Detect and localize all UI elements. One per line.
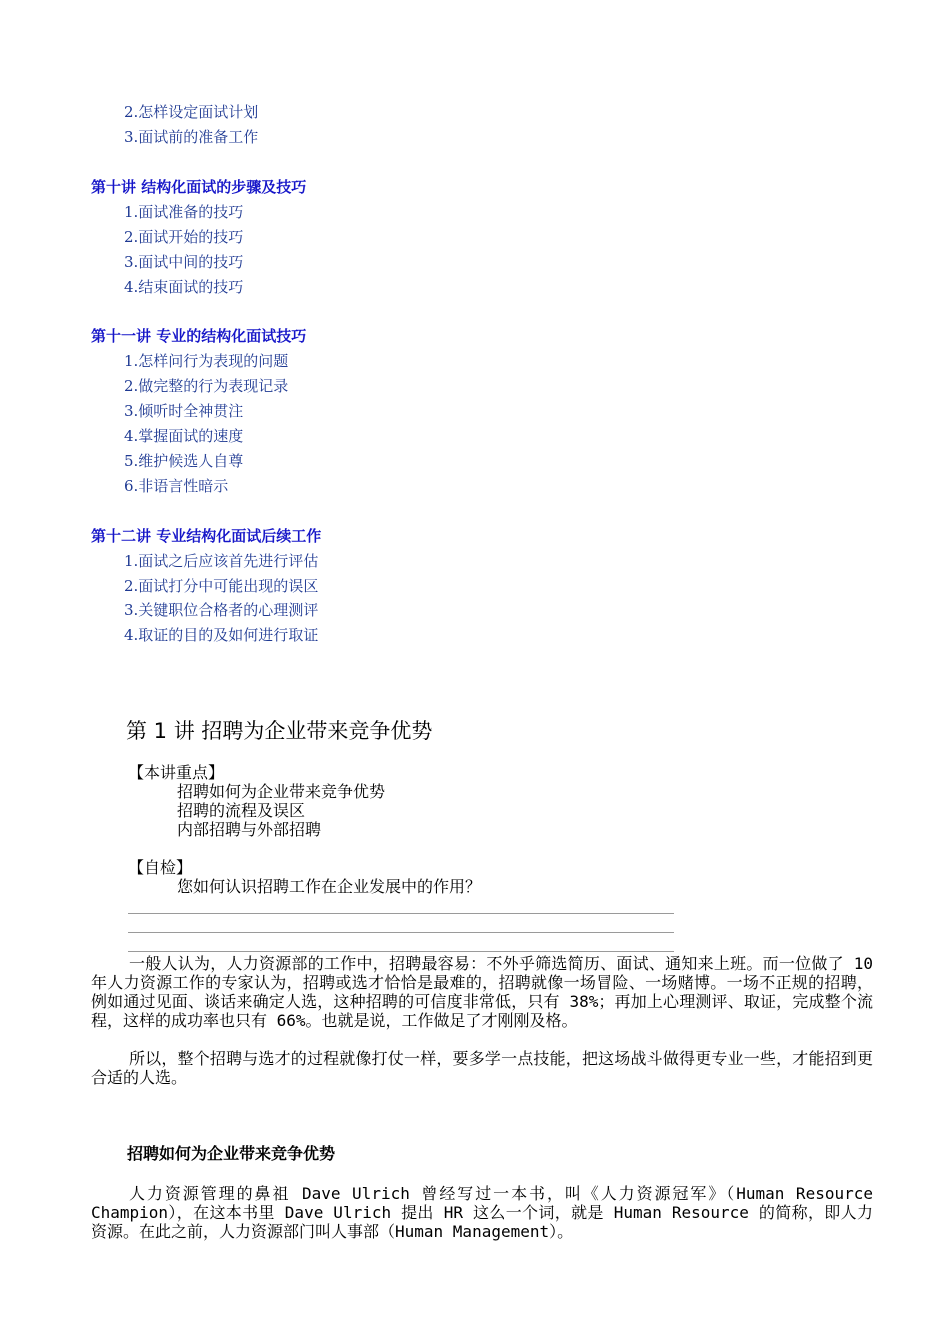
toc-heading-lecture-11: 第十一讲 专业的结构化面试技巧 [91,327,307,345]
toc-item: 4.结束面试的技巧 [124,278,244,296]
answer-line [128,932,674,933]
answer-line [128,913,674,914]
toc-item: 2.面试打分中可能出现的误区 [124,577,319,595]
focus-label: 【本讲重点】 [128,763,225,782]
toc-item: 4.取证的目的及如何进行取证 [124,626,319,644]
toc-item: 4.掌握面试的速度 [124,427,244,445]
body-paragraph: 一般人认为，人力资源部的工作中，招聘最容易：不外乎筛选简历、面试、通知来上班。而一位做了 10 年人力资源工作的专家认为，招聘或选才恰恰是最难的，招聘就像一场冒险、一场赌博。一场不正规的招聘，例如通过见面、谈话来确定人选，这种招聘的可信度非常低，只有 38%；再加上心理测评、取证，完成整个流程，这样的成功率也只有 66%。也就是说，工作做足了才刚刚及格。 [91,954,873,1030]
selfcheck-question: 您如何认识招聘工作在企业发展中的作用？ [177,877,482,896]
toc-item: 2.做完整的行为表现记录 [124,377,289,395]
lecture-title: 第 1 讲 招聘为企业带来竞争优势 [126,719,433,743]
toc-item: 3.面试前的准备工作 [124,128,259,146]
toc-item: 3.关键职位合格者的心理测评 [124,601,319,619]
focus-item: 内部招聘与外部招聘 [177,820,322,839]
focus-item: 招聘的流程及误区 [177,801,306,820]
toc-item: 6.非语言性暗示 [124,477,229,495]
toc-item: 1.怎样问行为表现的问题 [124,352,289,370]
section-paragraph: 人力资源管理的鼻祖 Dave Ulrich 曾经写过一本书，叫《人力资源冠军》（Human Resource Champion），在这本书里 Dave Ulrich 提出 HR 这么一个词，就是 Human Resource 的简称，即人力资源。在此之前，人力资源部门叫人事部（Human Management）。 [91,1184,873,1241]
toc-heading-lecture-12: 第十二讲 专业结构化面试后续工作 [91,527,322,545]
toc-item: 2.怎样设定面试计划 [124,103,259,121]
selfcheck-label: 【自检】 [128,858,193,877]
section-heading: 招聘如何为企业带来竞争优势 [127,1144,336,1163]
toc-item: 1.面试准备的技巧 [124,203,244,221]
toc-item: 3.面试中间的技巧 [124,253,244,271]
toc-item: 3.倾听时全神贯注 [124,402,244,420]
toc-item: 1.面试之后应该首先进行评估 [124,552,319,570]
body-paragraph: 所以，整个招聘与选才的过程就像打仗一样，要多学一点技能，把这场战斗做得更专业一些，才能招到更合适的人选。 [91,1049,873,1087]
toc-item: 5.维护候选人自尊 [124,452,244,470]
toc-heading-lecture-10: 第十讲 结构化面试的步骤及技巧 [91,178,307,196]
toc-item: 2.面试开始的技巧 [124,228,244,246]
focus-item: 招聘如何为企业带来竞争优势 [177,782,386,801]
answer-line [128,951,674,952]
